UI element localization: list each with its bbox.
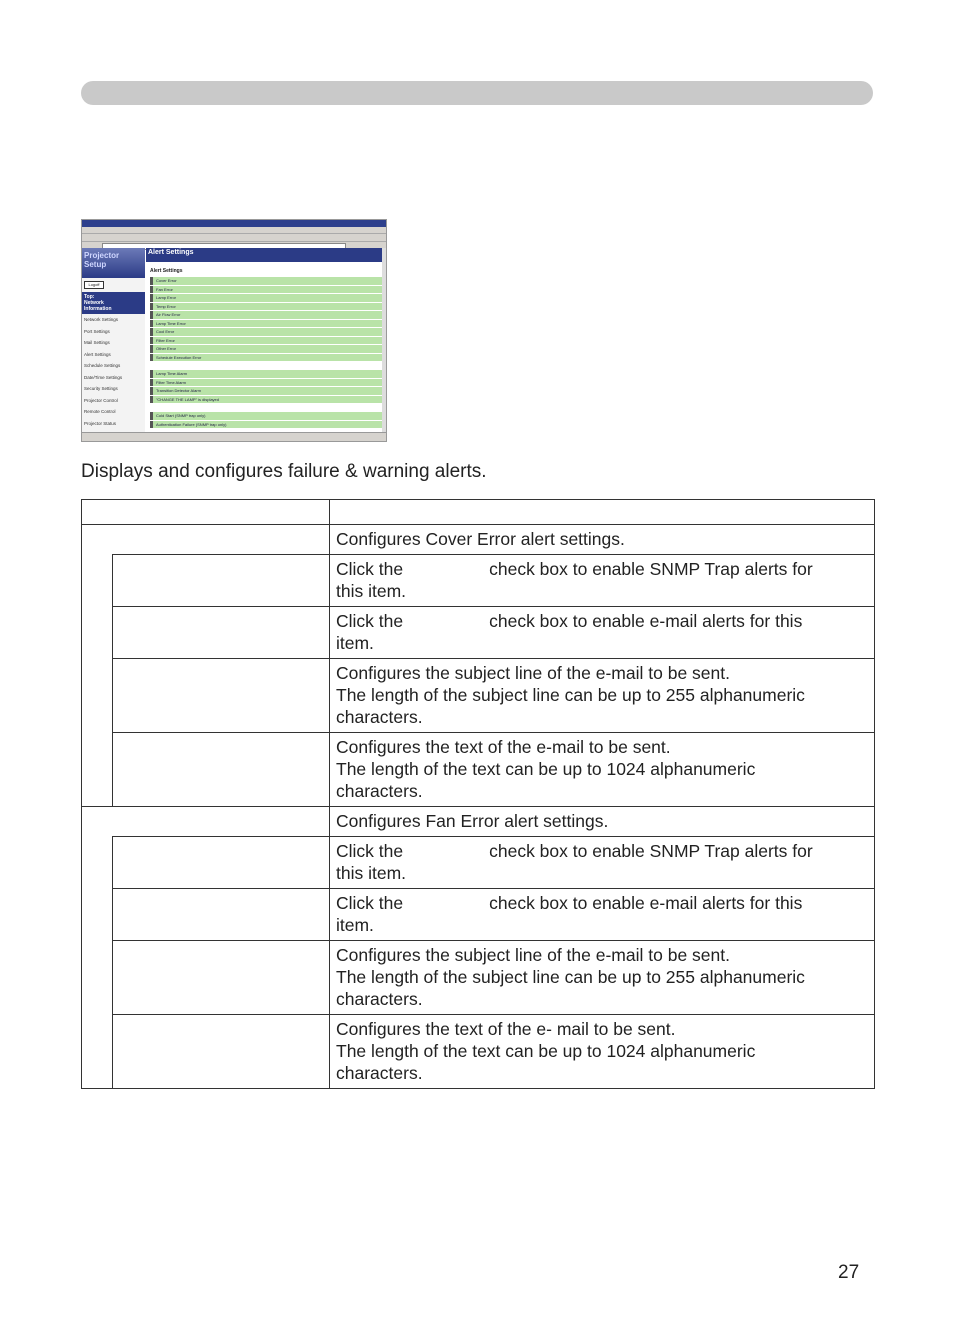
desc-part: check box to enable e-mail alerts for this xyxy=(489,611,803,631)
description-cell xyxy=(330,1015,875,1089)
desc-part: check box to enable SNMP Trap alerts for xyxy=(489,841,813,861)
nav-item: Network Settings xyxy=(84,317,119,322)
table-row xyxy=(82,889,875,941)
alert-row: Lamp Time Error xyxy=(150,320,382,328)
item-cell xyxy=(82,525,330,555)
alert-row: Temp Error xyxy=(150,303,382,311)
table-row xyxy=(82,733,875,807)
table-row xyxy=(82,837,875,889)
desc-line: The length of the text can be up to 1024 alphanumeric xyxy=(336,759,756,779)
desc-line: Configures the text of the e-mail to be sent. xyxy=(336,737,671,757)
alert-settings-table xyxy=(81,499,875,1089)
table-header-row xyxy=(82,500,875,525)
indent-cell xyxy=(82,837,113,889)
nav-head-line: Information xyxy=(84,306,112,312)
indent-cell xyxy=(82,659,113,733)
desc-line: Configures Fan Error alert settings. xyxy=(336,811,609,831)
alert-row: Filter Error xyxy=(150,337,382,345)
indent-cell xyxy=(82,941,113,1015)
item-cell xyxy=(113,941,330,1015)
description-cell xyxy=(330,941,875,1015)
nav-item: Alert Settings xyxy=(84,351,111,357)
item-cell xyxy=(113,659,330,733)
desc-line: this item. xyxy=(336,863,407,883)
desc-line: Configures the subject line of the e-mail to be sent. xyxy=(336,945,730,965)
screenshot-content xyxy=(146,248,382,433)
desc-line: The length of the subject line can be up to 255 alphanumeric xyxy=(336,967,805,987)
browser-toolbar xyxy=(82,234,386,242)
item-cell xyxy=(82,807,330,837)
desc-line: Configures the subject line of the e-mail to be sent. xyxy=(336,663,730,683)
description-cell xyxy=(330,889,875,941)
browser-titlebar xyxy=(82,220,386,227)
alert-settings-screenshot xyxy=(81,219,387,442)
description-cell xyxy=(330,607,875,659)
alert-row: Cool Error xyxy=(150,328,382,336)
description-cell xyxy=(330,525,875,555)
table-row xyxy=(82,807,875,837)
intro-text: Displays and configures failure & warning alerts. xyxy=(81,461,487,482)
logoff-button: Logoff xyxy=(84,281,104,289)
nav-item: Port Settings xyxy=(84,328,110,334)
alert-row: Lamp Error xyxy=(150,294,382,302)
alert-row: Cold Start (SNMP trap only) xyxy=(150,412,382,420)
nav-item: Projector Control xyxy=(84,397,118,403)
table-row xyxy=(82,1015,875,1089)
browser-menubar xyxy=(82,227,386,234)
indent-cell xyxy=(82,889,113,941)
desc-line: Configures Cover Error alert settings. xyxy=(336,529,625,549)
item-cell xyxy=(113,555,330,607)
desc-part: Click the xyxy=(336,841,404,861)
desc-line: The length of the text can be up to 1024 alphanumeric xyxy=(336,1041,756,1061)
alert-row: "CHANGE THE LAMP" is displayed xyxy=(150,396,382,404)
page-number: 27 xyxy=(838,1262,860,1283)
nav-item: Projector Status xyxy=(84,420,117,426)
alert-row: Lamp Time Alarm xyxy=(150,370,382,378)
desc-part: check box to enable e-mail alerts for this xyxy=(489,893,803,913)
item-cell xyxy=(113,837,330,889)
alert-row: Other Error xyxy=(150,345,382,353)
nav-head-line: Network xyxy=(84,300,104,306)
nav-head-line: Top: xyxy=(84,294,95,300)
alert-row: Cover Error xyxy=(150,277,382,285)
indent-cell xyxy=(82,607,113,659)
alert-row: Authentication Failure (SNMP trap only) xyxy=(150,421,382,429)
table-row xyxy=(82,941,875,1015)
browser-statusbar xyxy=(82,432,386,441)
item-cell xyxy=(113,1015,330,1089)
desc-part: Click the xyxy=(336,559,404,579)
nav-item: Remote Control xyxy=(84,409,116,414)
alert-row: Transition Detector Alarm xyxy=(150,387,382,395)
projector-setup-logo: Projector Setup xyxy=(82,248,145,278)
desc-line: item. xyxy=(336,915,374,935)
table-row xyxy=(82,607,875,659)
header-item-cell xyxy=(82,500,330,525)
alert-row: Air Flow Error xyxy=(150,311,382,319)
indent-cell xyxy=(82,733,113,807)
description-cell xyxy=(330,555,875,607)
description-cell xyxy=(330,837,875,889)
alert-row: Fan Error xyxy=(150,286,382,294)
desc-line: characters. xyxy=(336,989,423,1009)
alert-row: Filter Time Alarm xyxy=(150,379,382,387)
description-cell xyxy=(330,659,875,733)
nav-item: Schedule Settings xyxy=(84,363,121,368)
item-cell xyxy=(113,733,330,807)
desc-line: Configures the text of the e- mail to be sent. xyxy=(336,1019,676,1039)
item-cell xyxy=(113,607,330,659)
desc-part: Click the xyxy=(336,893,404,913)
indent-cell xyxy=(82,1015,113,1089)
item-cell xyxy=(113,889,330,941)
table-row xyxy=(82,659,875,733)
description-cell xyxy=(330,733,875,807)
desc-part: Click the xyxy=(336,611,404,631)
screenshot-scrollbar xyxy=(382,248,386,433)
table-row xyxy=(82,525,875,555)
indent-cell xyxy=(82,555,113,607)
desc-part: check box to enable SNMP Trap alerts for xyxy=(489,559,813,579)
alert-row: Schedule Execution Error xyxy=(150,354,382,362)
nav-item: Mail Settings xyxy=(84,340,110,345)
desc-line: characters. xyxy=(336,1063,423,1083)
desc-line: this item. xyxy=(336,581,407,601)
desc-line: item. xyxy=(336,633,374,653)
nav-item: Security Settings xyxy=(84,386,118,391)
desc-line: characters. xyxy=(336,707,423,727)
desc-line: The length of the subject line can be up to 255 alphanumeric xyxy=(336,685,805,705)
nav-head xyxy=(82,292,145,314)
screenshot-header: Alert Settings xyxy=(146,248,382,262)
screenshot-subtitle: Alert Settings xyxy=(150,268,183,274)
table-row xyxy=(82,555,875,607)
nav-item: Date/Time Settings xyxy=(84,374,123,380)
desc-line: characters. xyxy=(336,781,423,801)
screenshot-sidebar xyxy=(82,248,145,433)
header-description-cell xyxy=(330,500,875,525)
section-header-bar xyxy=(81,81,873,105)
description-cell xyxy=(330,807,875,837)
